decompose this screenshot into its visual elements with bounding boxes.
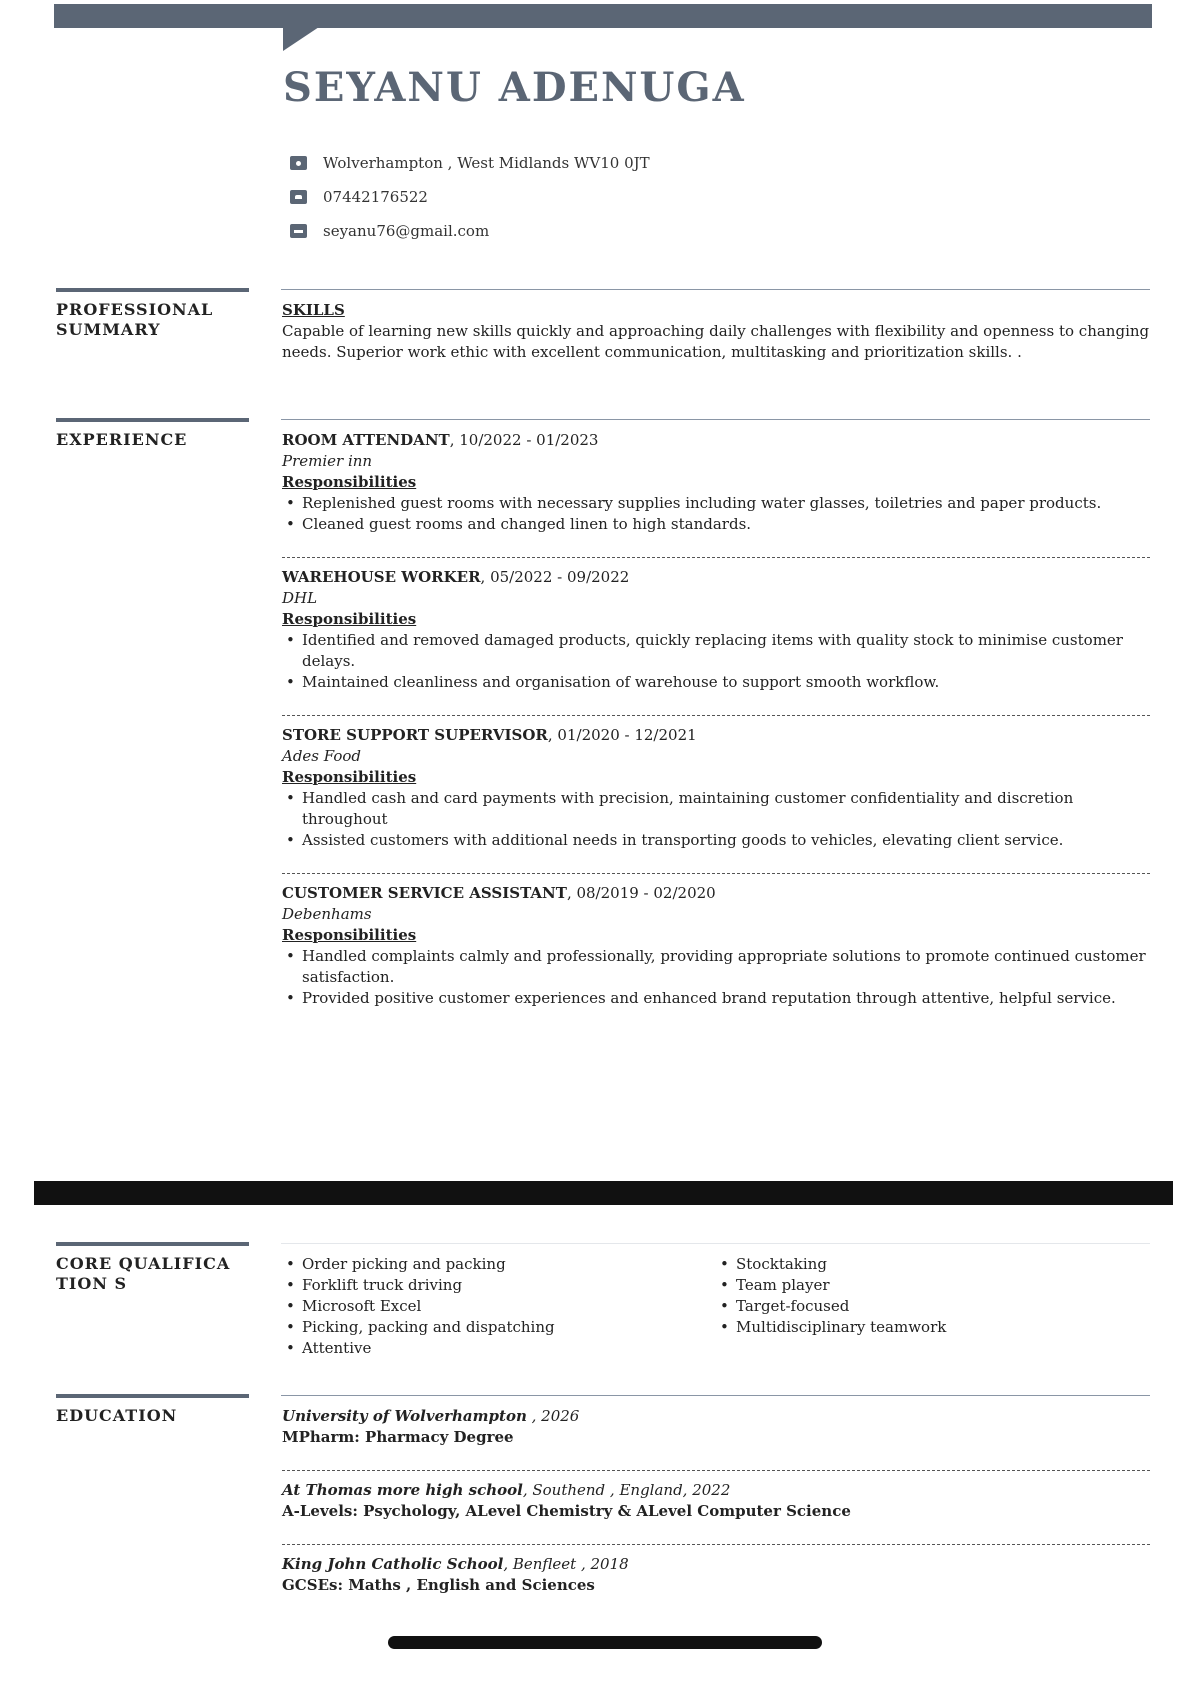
list-item: • Replenished guest rooms with necessary supplies including water glasses, toiletries and paper products. [302, 493, 1150, 514]
job-company: Premier inn [282, 452, 373, 470]
job-entry [282, 430, 1150, 535]
list-item: • Handled cash and card payments with precision, maintaining customer confidentiality and discretion throughout [302, 788, 1150, 830]
school-name: At Thomas more high school [282, 1481, 523, 1499]
job-bullets [282, 630, 1150, 693]
job-entry [282, 883, 1150, 1009]
qualifications-body [282, 1254, 1150, 1359]
job-company: Ades Food [282, 747, 362, 765]
dashed-divider [282, 1470, 1150, 1471]
job-bullets [282, 493, 1150, 535]
degree-label: A-Levels [282, 1502, 353, 1520]
list-item: • Assisted customers with additional needs in transporting goods to vehicles, elevating client service. [302, 830, 1150, 851]
job-bullets [282, 788, 1150, 851]
job-title-line [282, 883, 1150, 904]
degree-text: : Maths , English and Sciences [337, 1576, 595, 1594]
education-school-line [282, 1406, 1150, 1427]
responsibilities-label: Responsibilities [282, 473, 417, 491]
school-detail: , 2026 [526, 1407, 580, 1425]
job-title-line [282, 725, 1150, 746]
header-banner [54, 4, 1152, 28]
email-text: seyanu76@gmail.com [323, 222, 490, 240]
section-rule-accent [56, 1242, 249, 1246]
dashed-divider [282, 873, 1150, 874]
school-detail: , Southend , England, 2022 [522, 1481, 731, 1499]
section-rule-accent [56, 288, 249, 292]
education-degree-line [282, 1575, 1150, 1596]
section-rule-accent [56, 418, 249, 422]
section-rule-accent [56, 1394, 249, 1398]
email-icon [290, 224, 307, 238]
degree-text: : Pharmacy Degree [354, 1428, 514, 1446]
skills-subheading: SKILLS [282, 301, 345, 319]
degree-text: : Psychology, ALevel Chemistry & ALevel Computer Science [352, 1502, 851, 1520]
list-item: • Picking, packing and dispatching [302, 1317, 716, 1338]
education-entry [282, 1480, 1150, 1522]
experience-title: EXPERIENCE [56, 430, 188, 449]
phone-text: 07442176522 [323, 188, 428, 206]
list-item: • Provided positive customer experiences and enhanced brand reputation through attentive, helpful service. [302, 988, 1150, 1009]
summary-body [282, 300, 1150, 363]
list-item: • Order picking and packing [302, 1254, 716, 1275]
school-name: University of Wolverhampton [282, 1407, 527, 1425]
list-item: • Attentive [302, 1338, 716, 1359]
school-name: King John Catholic School [282, 1555, 504, 1573]
header-banner-notch [283, 27, 319, 51]
job-role: STORE SUPPORT SUPERVISOR [282, 726, 548, 744]
list-item: • Stocktaking [736, 1254, 1150, 1275]
home-indicator-bar[interactable] [388, 1636, 822, 1649]
list-item: • Cleaned guest rooms and changed linen to high standards. [302, 514, 1150, 535]
job-dates: , 08/2019 - 02/2020 [566, 884, 716, 902]
job-company: DHL [282, 589, 318, 607]
section-rule [281, 1243, 1150, 1244]
dashed-divider [282, 715, 1150, 716]
responsibilities-label: Responsibilities [282, 926, 417, 944]
degree-label: MPharm [282, 1428, 355, 1446]
education-entry [282, 1554, 1150, 1596]
education-degree-line [282, 1427, 1150, 1448]
list-item: • Target-focused [736, 1296, 1150, 1317]
list-item: • Handled complaints calmly and professionally, providing appropriate solutions to promote continued customer satisfaction. [302, 946, 1150, 988]
school-detail: , Benfleet , 2018 [503, 1555, 629, 1573]
qualifications-title: CORE QUALIFICATION S [56, 1254, 231, 1293]
list-item: • Team player [736, 1275, 1150, 1296]
job-dates: , 01/2020 - 12/2021 [547, 726, 697, 744]
contact-block [290, 146, 650, 248]
page-break-bar [34, 1181, 1173, 1205]
location-pin-icon [290, 156, 307, 170]
job-title-line [282, 567, 1150, 588]
section-rule [281, 289, 1150, 290]
list-item: • Identified and removed damaged products, quickly replacing items with quality stock to minimise customer delays. [302, 630, 1150, 672]
job-entry [282, 567, 1150, 693]
qualifications-list-left [282, 1254, 716, 1359]
job-entry [282, 725, 1150, 851]
list-item: • Maintained cleanliness and organisation of warehouse to support smooth workflow. [302, 672, 1150, 693]
contact-phone [290, 180, 650, 214]
list-item: • Microsoft Excel [302, 1296, 716, 1317]
section-rule [281, 419, 1150, 420]
job-role: ROOM ATTENDANT [282, 431, 450, 449]
job-role: CUSTOMER SERVICE ASSISTANT [282, 884, 567, 902]
section-rule [281, 1395, 1150, 1396]
job-bullets [282, 946, 1150, 1009]
dashed-divider [282, 557, 1150, 558]
responsibilities-label: Responsibilities [282, 768, 417, 786]
education-title: EDUCATION [56, 1406, 178, 1425]
degree-label: GCSEs [282, 1576, 338, 1594]
job-title-line [282, 430, 1150, 451]
job-role: WAREHOUSE WORKER [282, 568, 481, 586]
education-school-line [282, 1480, 1150, 1501]
responsibilities-label: Responsibilities [282, 610, 417, 628]
qualifications-list-right [716, 1254, 1150, 1359]
list-item: • Multidisciplinary teamwork [736, 1317, 1150, 1338]
education-school-line [282, 1554, 1150, 1575]
job-company: Debenhams [282, 905, 372, 923]
education-degree-line [282, 1501, 1150, 1522]
candidate-name: SEYANU ADENUGA [283, 64, 746, 111]
phone-icon [290, 190, 307, 204]
summary-text: Capable of learning new skills quickly and approaching daily challenges with flexibility and openness to changing needs. Superior work ethic with excellent communication, multitasking and prioritization skills. . [282, 322, 1150, 361]
contact-address [290, 146, 650, 180]
list-item: • Forklift truck driving [302, 1275, 716, 1296]
dashed-divider [282, 1544, 1150, 1545]
job-dates: , 10/2022 - 01/2023 [449, 431, 599, 449]
education-entry [282, 1406, 1150, 1448]
education-body [282, 1406, 1150, 1596]
contact-email [290, 214, 650, 248]
experience-body [282, 430, 1150, 1009]
job-dates: , 05/2022 - 09/2022 [480, 568, 630, 586]
summary-title: PROFESSIONAL SUMMARY [56, 300, 214, 339]
address-text: Wolverhampton , West Midlands WV10 0JT [323, 154, 650, 172]
